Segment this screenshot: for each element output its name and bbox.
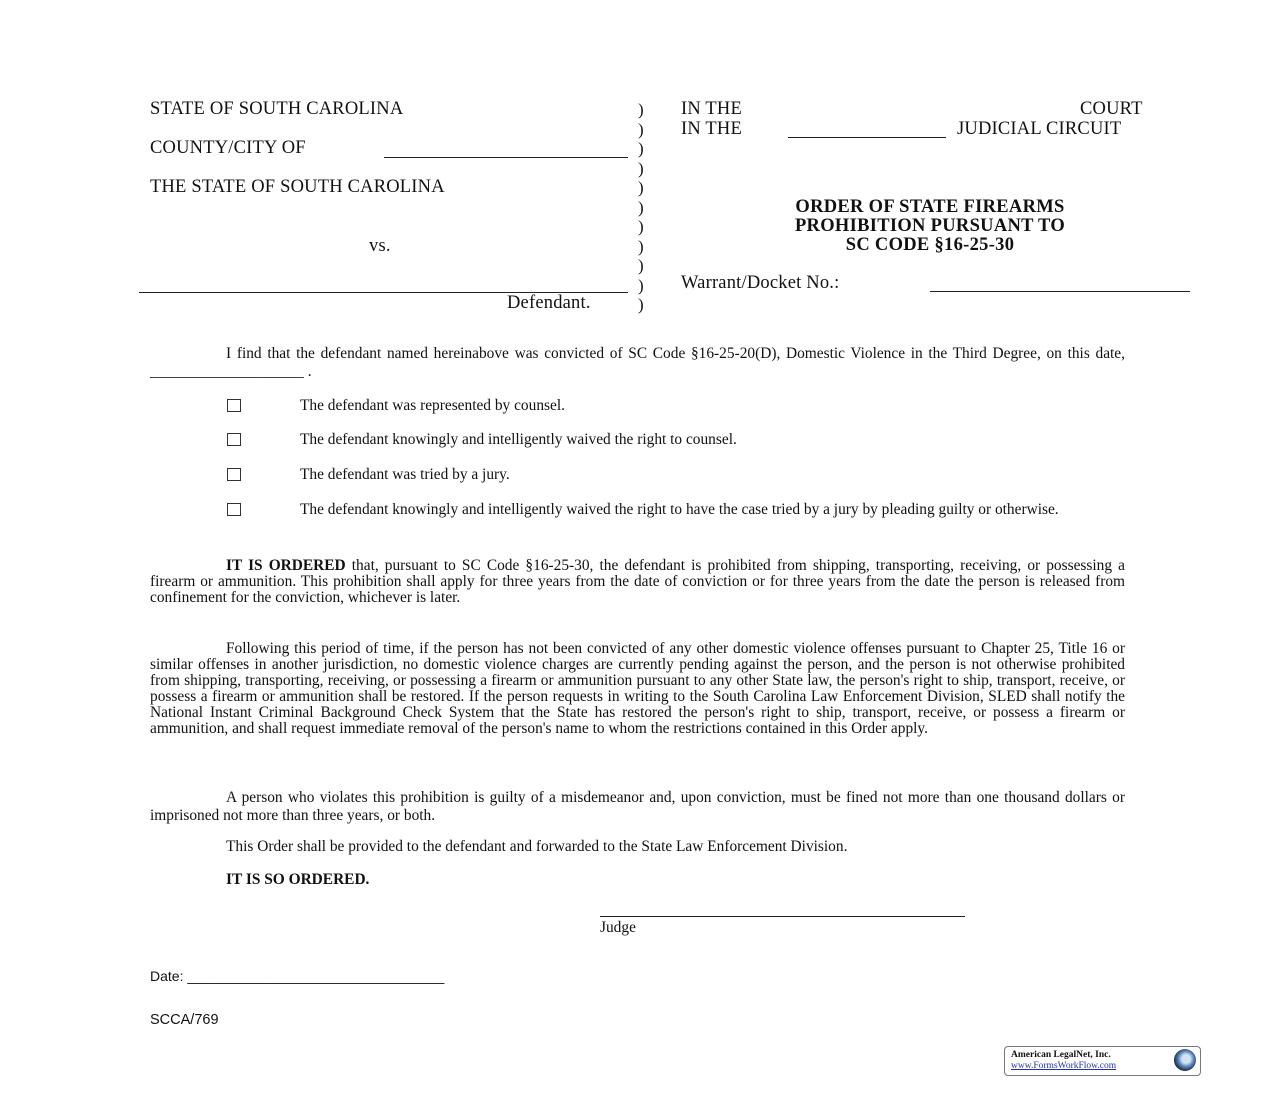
so-ordered: IT IS SO ORDERED.: [226, 871, 370, 888]
finding-paragraph: I find that the defendant named hereinabove was convicted of SC Code §16-25-20(D), Domestic Violence in the Third Degree, on this date, ____________________ .: [150, 345, 1125, 380]
date-field[interactable]: _________________________________: [187, 968, 445, 984]
court-suffix: COURT: [1080, 99, 1143, 119]
checkbox[interactable]: [227, 433, 241, 446]
docket-label: Warrant/Docket No.:: [681, 273, 840, 293]
american-legalnet-logo[interactable]: [1004, 1046, 1201, 1076]
logo-company-name: American LegalNet, Inc.: [1011, 1050, 1111, 1060]
checkbox[interactable]: [227, 503, 241, 516]
restoration-paragraph: Following this period of time, if the person has not been convicted of any other domestic violence offenses pursuant to Chapter 25, Title 16 or similar offenses in another jurisdiction, no domestic violence charges are currently pending against the person, and the person is not otherwise prohibited from shipping, transporting, receiving, or possessing a firearm or ammunition pursuant to any other State law, the person's right to ship, transport, receive, or possess a firearm or ammunition shall be restored. If the person requests in writing to the South Carolina Law Enforcement Division, SLED shall notify the National Instant Criminal Background Check System that the State has restored the person's right to ship, transport, receive, or possess a firearm or ammunition, and shall request immediate removal of the person's name to whom the restrictions contained in this Order apply.: [150, 640, 1125, 737]
versus-label: vs.: [369, 236, 391, 256]
county-field[interactable]: [384, 157, 628, 158]
checkbox[interactable]: [227, 468, 241, 481]
judge-signature-line[interactable]: [600, 916, 965, 917]
globe-icon: [1174, 1049, 1196, 1071]
circuit-prefix: IN THE: [681, 119, 742, 139]
order-title-line-2: PROHIBITION PURSUANT TO: [794, 216, 1066, 236]
circuit-field[interactable]: [788, 137, 946, 138]
ordered-lead: IT IS ORDERED: [226, 557, 346, 574]
distribution-paragraph: This Order shall be provided to the defendant and forwarded to the State Law Enforcement Division.: [226, 838, 848, 855]
docket-number-field[interactable]: [930, 291, 1190, 292]
checkbox[interactable]: [227, 399, 241, 412]
state-heading: STATE OF SOUTH CAROLINA: [150, 99, 404, 119]
ordered-paragraph: IT IS ORDERED that, pursuant to SC Code §16-25-30, the defendant is prohibited from shipping, transporting, receiving, or possessing a firearm or ammunition. This prohibition shall apply for three years from the date of conviction or for three years from the date the person is released from confinement for the conviction, whichever is later.: [150, 557, 1125, 606]
county-label: COUNTY/CITY OF: [150, 138, 306, 158]
defendant-label: Defendant.: [507, 293, 591, 313]
court-prefix: IN THE: [681, 99, 742, 119]
order-title-line-3: SC CODE §16-25-30: [845, 235, 1015, 255]
circuit-suffix: JUDICIAL CIRCUIT: [957, 119, 1122, 139]
form-code: SCCA/769: [150, 1012, 219, 1028]
penalty-paragraph: A person who violates this prohibition is guilty of a misdemeanor and, upon conviction, must be fined not more than one thousand dollars or imprisoned not more than three years, or both.: [150, 789, 1125, 824]
judge-label: Judge: [600, 919, 636, 936]
date-line[interactable]: Date: _________________________________: [150, 968, 445, 984]
order-title-line-1: ORDER OF STATE FIREARMS: [795, 197, 1065, 217]
logo-website-link[interactable]: www.FormsWorkFlow.com: [1011, 1061, 1117, 1071]
plaintiff-name: THE STATE OF SOUTH CAROLINA: [150, 177, 445, 197]
